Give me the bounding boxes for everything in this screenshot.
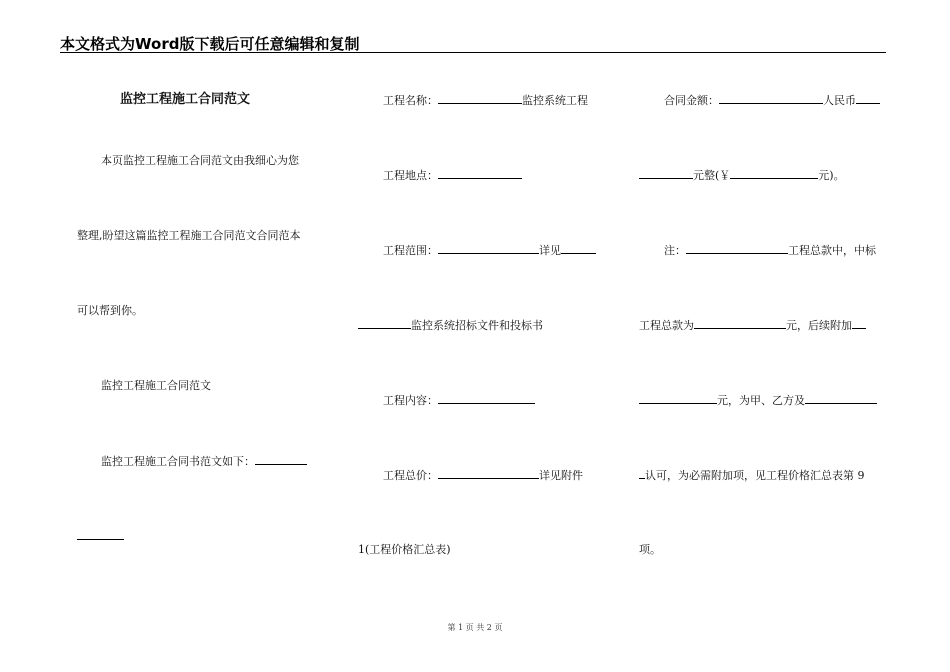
total-amount-text: 元，后续附加 — [786, 319, 852, 332]
header-divider — [60, 52, 886, 53]
blank-line — [358, 318, 411, 329]
approval-text: 认可，为必需附加项，见工程价格汇总表第 9 — [645, 469, 865, 482]
blank-line — [686, 243, 788, 254]
project-name-line — [383, 93, 588, 108]
note-text: 工程总款中，中标 — [788, 244, 876, 257]
blank-line — [438, 468, 539, 479]
project-total-suffix: 详见附件 — [539, 469, 583, 482]
project-content-line — [383, 393, 535, 408]
total-amount-line — [639, 318, 866, 333]
page-number-footer: 第 1 页 共 2 页 — [447, 623, 503, 632]
contract-amount-line — [664, 93, 880, 108]
blank-line — [730, 168, 818, 179]
contract-amount-cont1: 元整(￥ — [693, 169, 731, 182]
blank-line — [856, 93, 880, 104]
blank-line — [852, 318, 866, 329]
blank-line — [639, 168, 693, 179]
project-scope-suffix: 详见 — [539, 244, 561, 257]
document-title: 监控工程施工合同范文 — [120, 92, 251, 107]
note-line — [664, 243, 876, 258]
project-name-value: 监控系统工程 — [522, 94, 588, 107]
project-location-label: 工程地点： — [383, 169, 438, 182]
blank-line — [694, 318, 786, 329]
project-scope-line — [383, 243, 596, 258]
intro-line-1: 本页监控工程施工合同范文由我细心为您 — [101, 154, 299, 167]
project-total-label: 工程总价： — [383, 469, 438, 482]
document-header-title: 本文格式为Word版下载后可任意编辑和复制 — [60, 35, 360, 53]
contract-intro-blank — [77, 529, 124, 544]
project-total-continuation: 1(工程价格汇总表) — [358, 543, 451, 556]
project-content-label: 工程内容： — [383, 394, 438, 407]
project-location-line — [383, 168, 522, 183]
contract-intro-label: 监控工程施工合同书范文如下： — [101, 455, 255, 468]
parties-text: 元，为甲、乙方及 — [717, 394, 805, 407]
contract-amount-label: 合同金额： — [664, 94, 719, 107]
intro-line-2: 整理,盼望这篇监控工程施工合同范文合同范本 — [77, 229, 301, 242]
blank-line — [719, 93, 823, 104]
project-scope-continuation — [358, 318, 543, 333]
parties-line — [639, 393, 877, 408]
contract-amount-cont2: 元)。 — [818, 169, 845, 182]
blank-line — [561, 243, 596, 254]
total-amount-label: 工程总款为 — [639, 319, 694, 332]
blank-line — [77, 529, 124, 540]
contract-amount-continuation — [639, 168, 845, 183]
blank-line — [438, 168, 522, 179]
contract-intro-line — [101, 454, 307, 469]
blank-line — [438, 393, 535, 404]
contract-amount-unit: 人民币 — [823, 94, 856, 107]
project-name-label: 工程名称： — [383, 94, 438, 107]
project-scope-label: 工程范围： — [383, 244, 438, 257]
blank-line — [438, 243, 539, 254]
note-label: 注： — [664, 244, 686, 257]
blank-line — [639, 393, 717, 404]
approval-line — [639, 468, 865, 483]
section-heading: 监控工程施工合同范文 — [101, 379, 211, 392]
item-line: 项。 — [639, 543, 661, 556]
blank-line — [805, 393, 877, 404]
blank-line — [438, 93, 522, 104]
project-scope-cont: 监控系统招标文件和投标书 — [411, 319, 543, 332]
project-total-line — [383, 468, 583, 483]
intro-line-3: 可以帮到你。 — [77, 304, 143, 317]
blank-line — [255, 454, 307, 465]
